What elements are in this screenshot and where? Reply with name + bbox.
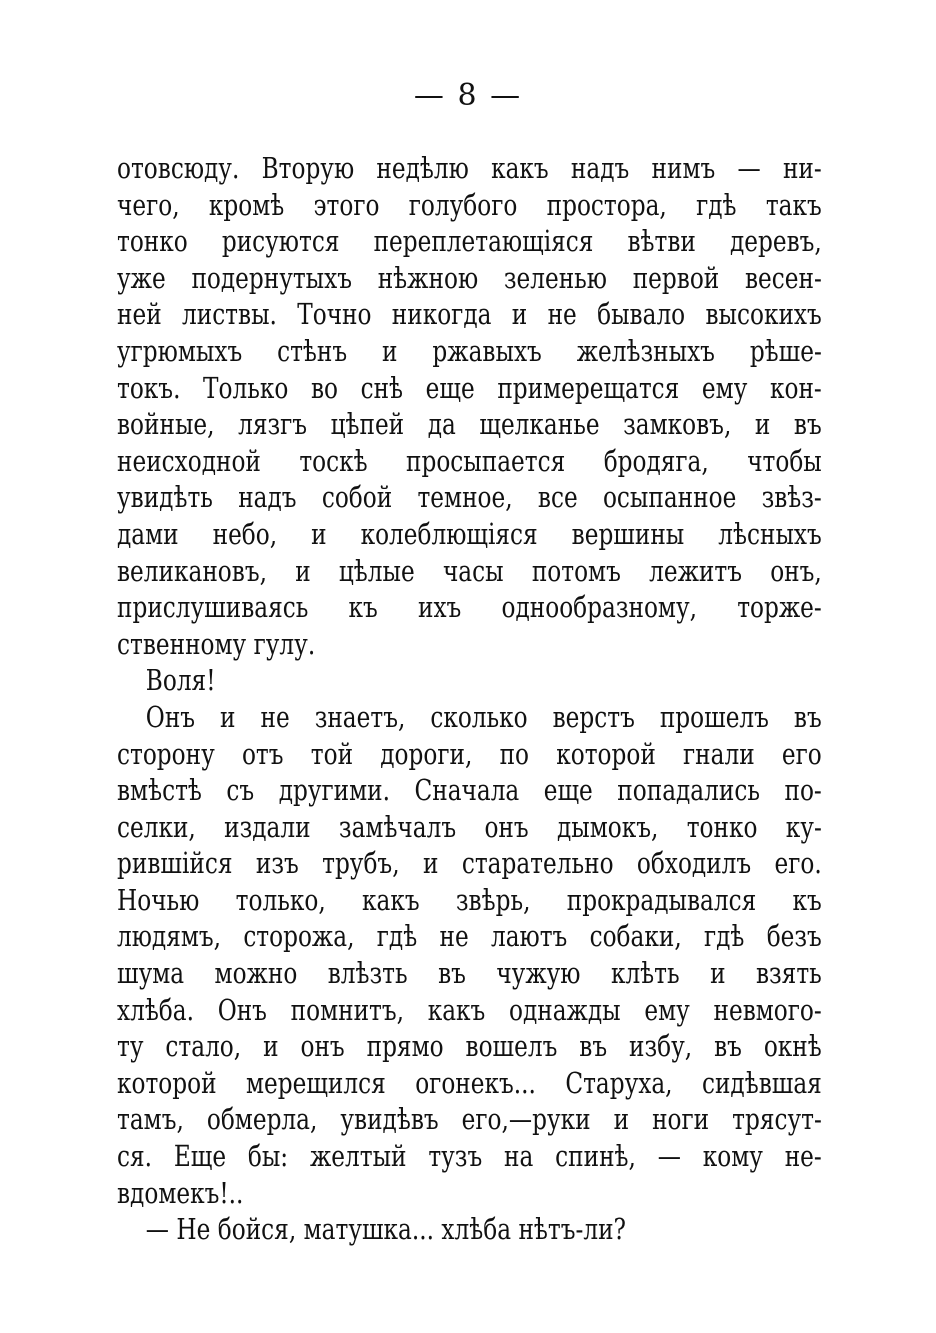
- word: токъ.: [117, 370, 181, 405]
- word: старательно: [461, 846, 614, 881]
- word: звѣрь,: [455, 882, 531, 917]
- word: сторону: [117, 736, 215, 771]
- word: не: [260, 699, 290, 734]
- word: тонко: [686, 809, 758, 844]
- word: помнитъ,: [290, 992, 405, 1027]
- word: однообразному,: [501, 590, 697, 625]
- text-line: [117, 699, 822, 736]
- word: —: [145, 1212, 169, 1247]
- word: собаки,: [589, 919, 682, 954]
- word: ихъ: [418, 590, 462, 625]
- word: и: [263, 1029, 279, 1064]
- word: тузъ: [428, 1139, 483, 1174]
- word: ку-: [785, 809, 822, 844]
- word: въ: [438, 956, 466, 991]
- word: первой: [632, 260, 720, 295]
- word: сколько: [430, 699, 528, 734]
- word: деревъ,: [730, 224, 822, 259]
- word: кромѣ: [208, 187, 285, 222]
- word: лѣсныхъ: [718, 516, 822, 551]
- word: простора,: [546, 187, 667, 222]
- word: лежитъ: [649, 553, 742, 588]
- word: издали: [224, 809, 311, 844]
- text-line: [117, 187, 822, 224]
- word: ему: [701, 370, 748, 405]
- text-line: [117, 1138, 822, 1175]
- word: прямо: [366, 1029, 444, 1064]
- text-line: [117, 296, 822, 333]
- word: звѣз-: [761, 480, 822, 515]
- word: по-: [784, 773, 822, 808]
- text-line: [117, 553, 822, 590]
- text-line: [117, 772, 822, 809]
- text-line: [117, 1101, 822, 1138]
- word: такъ: [765, 187, 822, 222]
- word: —: [657, 1139, 681, 1174]
- word: надъ: [238, 480, 297, 515]
- word: еще: [425, 370, 475, 405]
- text-line: [117, 479, 822, 516]
- word: не: [439, 919, 469, 954]
- word: ту: [117, 1029, 144, 1064]
- word: Сначала: [414, 773, 520, 808]
- word: надъ: [570, 151, 630, 185]
- word: прокрадывался: [566, 882, 757, 917]
- word: цѣлые: [338, 553, 415, 588]
- word: собой: [321, 480, 393, 515]
- word: спинѣ,: [555, 1139, 636, 1174]
- word: въ: [793, 699, 822, 734]
- word: ему: [644, 992, 690, 1027]
- word: бывало: [597, 297, 686, 332]
- word: ственному: [117, 626, 247, 661]
- word: только,: [235, 882, 326, 917]
- text-line: [117, 260, 822, 297]
- word: Ночью: [117, 882, 200, 917]
- word: и: [710, 956, 726, 991]
- text-line: [117, 992, 822, 1029]
- word: нѣжною: [377, 260, 479, 295]
- text-lines: [117, 150, 822, 1248]
- word: знаетъ,: [314, 699, 406, 734]
- word: осыпанное: [602, 480, 737, 515]
- word: обмерла,: [206, 1102, 318, 1137]
- word: торже-: [737, 590, 822, 625]
- word: рѣше-: [749, 333, 822, 368]
- word: бродяга,: [603, 443, 709, 478]
- word: щелканье: [479, 407, 600, 442]
- word: верстъ: [552, 699, 635, 734]
- word: по: [499, 736, 529, 771]
- word: темное,: [417, 480, 513, 515]
- word: и: [754, 407, 771, 442]
- word: увидѣть: [117, 480, 213, 515]
- word: уже: [117, 260, 166, 295]
- word: селки,: [117, 809, 196, 844]
- body-text: [117, 150, 822, 1248]
- word: еще: [543, 773, 593, 808]
- word: цѣпей: [330, 407, 405, 442]
- word: вдомекъ!..: [117, 1175, 244, 1210]
- word: тамъ,: [117, 1102, 184, 1137]
- text-line: [117, 1211, 822, 1248]
- page-number: — 8 —: [413, 78, 523, 113]
- word: небо,: [212, 516, 278, 551]
- word: трясут-: [732, 1102, 822, 1137]
- word: и: [382, 333, 398, 368]
- word: рившійся: [117, 846, 233, 881]
- word: снѣ: [360, 370, 404, 405]
- word: другими.: [278, 773, 390, 808]
- word: ся.: [117, 1139, 153, 1174]
- word: матушка...: [303, 1212, 434, 1247]
- word: гнали: [683, 736, 755, 771]
- word: на: [504, 1139, 534, 1174]
- word: какъ: [362, 882, 420, 917]
- word: не-: [784, 1139, 822, 1174]
- word: онъ: [300, 1029, 345, 1064]
- word: обходилъ: [636, 846, 752, 881]
- word: замѣчалъ: [338, 809, 457, 844]
- word: высокихъ: [705, 297, 822, 332]
- text-line: [117, 333, 822, 370]
- word: сидѣвшая: [701, 1065, 822, 1100]
- word: и: [295, 553, 311, 588]
- word: колеблющіяся: [360, 516, 538, 551]
- word: къ: [348, 590, 378, 625]
- word: —: [737, 151, 761, 185]
- word: нѣтъ-ли?: [518, 1212, 626, 1247]
- word: замковъ,: [623, 407, 732, 442]
- word: чтобы: [747, 443, 822, 478]
- word: недѣлю: [376, 151, 469, 185]
- word: голубого: [408, 187, 518, 222]
- word: часы: [442, 553, 504, 588]
- word: увидѣвъ: [340, 1102, 439, 1137]
- text-line: [117, 918, 822, 955]
- text-line: [117, 626, 822, 663]
- word: взять: [755, 956, 822, 991]
- word: зеленью: [503, 260, 607, 295]
- word: къ: [792, 882, 822, 917]
- word: отъ: [241, 736, 284, 771]
- word: Онъ: [217, 992, 267, 1027]
- word: влѣзть: [327, 956, 408, 991]
- word: гдѣ: [376, 919, 418, 954]
- word: нимъ: [651, 151, 716, 185]
- word: можно: [214, 956, 298, 991]
- word: лязгъ: [238, 407, 308, 442]
- word: и: [613, 1102, 630, 1137]
- word: Вторую: [261, 151, 355, 185]
- word: листвы.: [181, 297, 277, 332]
- word: тоскѣ: [299, 443, 368, 478]
- word: дороги,: [380, 736, 473, 771]
- word: мерещился: [246, 1065, 386, 1100]
- word: вершины: [571, 516, 685, 551]
- word: Онъ: [145, 699, 196, 734]
- word: попадались: [617, 773, 760, 808]
- word: людямъ,: [117, 919, 222, 954]
- word: великановъ,: [117, 553, 267, 588]
- text-line: [117, 809, 822, 846]
- word: этого: [313, 187, 380, 222]
- word: онъ: [484, 809, 529, 844]
- text-line: [117, 150, 822, 187]
- text-line: [117, 516, 822, 553]
- word: которой: [117, 1065, 217, 1100]
- word: однажды: [509, 992, 621, 1027]
- word: все: [537, 480, 578, 515]
- text-line: [117, 443, 822, 480]
- text-line: [117, 1065, 822, 1102]
- word: гдѣ: [696, 187, 737, 222]
- word: гулу.: [253, 626, 316, 661]
- word: какъ: [427, 992, 486, 1027]
- word: въ: [579, 1029, 608, 1064]
- word: ноги: [652, 1102, 710, 1137]
- word: съ: [226, 773, 255, 808]
- word: въ: [714, 1029, 742, 1064]
- word: его,—руки: [461, 1102, 591, 1137]
- word: окнѣ: [763, 1029, 822, 1064]
- word: сторожа,: [243, 919, 355, 954]
- word: чужую: [496, 956, 581, 991]
- word: весен-: [744, 260, 822, 295]
- word: вмѣстѣ: [117, 773, 202, 808]
- word: отовсюду.: [117, 151, 240, 185]
- word: и: [220, 699, 236, 734]
- word: угрюмыхъ: [117, 333, 243, 368]
- word: неисходной: [117, 443, 261, 478]
- text-line: [117, 955, 822, 992]
- text-line: [117, 736, 822, 773]
- text-line: [117, 662, 822, 699]
- word: тонко: [117, 224, 188, 259]
- word: вошелъ: [465, 1029, 558, 1064]
- word: Точно: [297, 297, 372, 332]
- word: Еще: [173, 1139, 227, 1174]
- word: да: [427, 407, 456, 442]
- word: трубъ,: [322, 846, 400, 881]
- word: лаютъ: [490, 919, 568, 954]
- word: прошелъ: [659, 699, 769, 734]
- word: войные,: [117, 407, 215, 442]
- word: безъ: [766, 919, 822, 954]
- word: хлѣба.: [117, 992, 194, 1027]
- word: какъ: [491, 151, 549, 185]
- word: прислушиваясь: [117, 590, 309, 625]
- word: потомъ: [531, 553, 621, 588]
- text-line: [117, 589, 822, 626]
- word: гдѣ: [703, 919, 745, 954]
- word: клѣть: [610, 956, 680, 991]
- text-line: [117, 406, 822, 443]
- word: его.: [774, 846, 822, 881]
- word: во: [310, 370, 338, 405]
- word: дами: [117, 516, 179, 551]
- word: и: [311, 516, 327, 551]
- word: изъ: [255, 846, 299, 881]
- word: стало,: [165, 1029, 242, 1064]
- word: Воля!: [145, 663, 216, 698]
- word: онъ,: [770, 553, 822, 588]
- word: бойся,: [217, 1212, 297, 1247]
- text-line: [117, 1028, 822, 1065]
- word: примерещатся: [497, 370, 680, 405]
- word: шума: [117, 956, 185, 991]
- word: избу,: [629, 1029, 693, 1064]
- text-line: [117, 370, 822, 407]
- text-line: [117, 223, 822, 260]
- word: стѣнъ: [277, 333, 348, 368]
- word: кон-: [769, 370, 822, 405]
- word: чего,: [117, 187, 180, 222]
- word: ни-: [782, 151, 822, 185]
- word: Только: [203, 370, 289, 405]
- word: огонекъ...: [415, 1065, 536, 1100]
- word: вѣтви: [627, 224, 696, 259]
- word: ней: [117, 297, 162, 332]
- word: просыпается: [406, 443, 566, 478]
- word: и: [511, 297, 528, 332]
- word: Старуха,: [565, 1065, 673, 1100]
- word: хлѣба: [441, 1212, 512, 1247]
- text-line: [117, 845, 822, 882]
- word: которой: [556, 736, 656, 771]
- word: ржавыхъ: [432, 333, 542, 368]
- word: Не: [176, 1212, 211, 1247]
- word: никогда: [391, 297, 492, 332]
- text-line: [117, 882, 822, 919]
- word: невмого-: [713, 992, 822, 1027]
- word: переплетающіяся: [373, 224, 594, 259]
- word: рисуются: [221, 224, 340, 259]
- word: бы:: [247, 1139, 289, 1174]
- word: желѣзныхъ: [576, 333, 715, 368]
- text-line: [117, 1175, 822, 1212]
- word: и: [422, 846, 439, 881]
- word: желтый: [309, 1139, 407, 1174]
- word: той: [310, 736, 354, 771]
- word: его: [781, 736, 822, 771]
- word: дымокъ,: [556, 809, 659, 844]
- word: подернутыхъ: [191, 260, 352, 295]
- word: въ: [793, 407, 822, 442]
- word: не: [547, 297, 577, 332]
- word: кому: [702, 1139, 763, 1174]
